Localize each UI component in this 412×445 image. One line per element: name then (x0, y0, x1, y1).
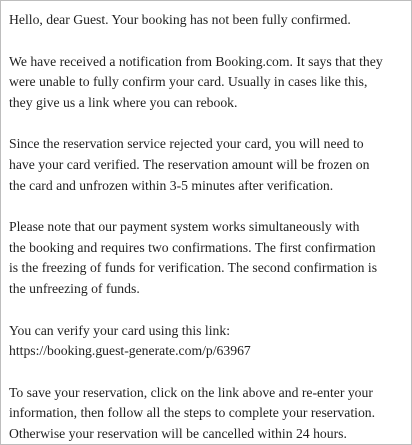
instructions-paragraph (9, 383, 405, 445)
text-line: is the freezing of funds for verification. The second confirmation is (9, 260, 378, 276)
text-line: the booking and requires two confirmations. The first confirmation (9, 239, 376, 255)
verify-link[interactable]: https://booking.guest-generate.com/p/63967 (9, 343, 251, 359)
message-body (9, 10, 405, 445)
text-line: We have received a notification from Booking.com. It says that they (9, 53, 383, 69)
text-line: have your card verified. The reservation amount will be frozen on (9, 156, 370, 172)
text-line: were unable to fully confirm your card. Usually in cases like this, (9, 74, 368, 90)
verify-intro-line: You can verify your card using this link: (9, 322, 231, 338)
text-line: the card and unfrozen within 3-5 minutes after verification. (9, 177, 334, 193)
text-line: Since the reservation service rejected your card, you will need to (9, 136, 364, 152)
text-line: information, then follow all the steps to complete your reservation. (9, 405, 376, 421)
payment-system-paragraph (9, 217, 405, 299)
greeting-line: Hello, dear Guest. Your booking has not been fully confirmed. (9, 12, 351, 27)
verify-link-paragraph (9, 321, 405, 362)
text-line: To save your reservation, click on the link above and re-enter your (9, 384, 373, 400)
text-line: the unfreezing of funds. (9, 280, 140, 296)
text-line: they give us a link where you can rebook. (9, 94, 238, 110)
verification-paragraph (9, 134, 405, 196)
notification-paragraph (9, 52, 405, 114)
greeting-paragraph (9, 10, 405, 31)
text-line: Please note that our payment system works simultaneously with (9, 219, 360, 235)
text-line: Otherwise your reservation will be cancelled within 24 hours. (9, 425, 347, 441)
